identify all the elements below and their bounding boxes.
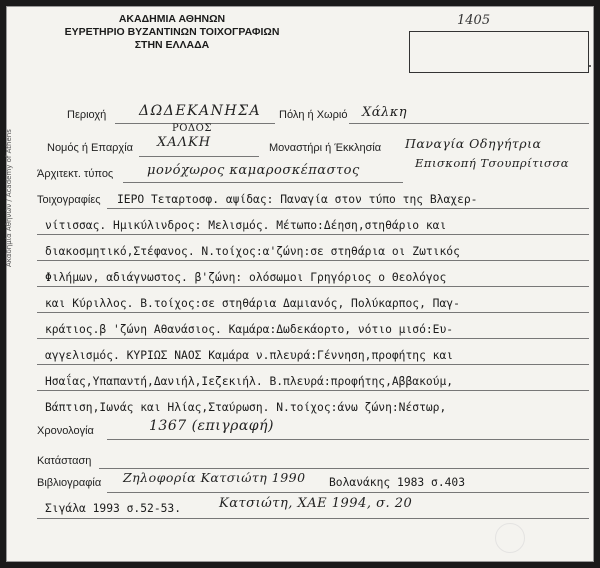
- chronology-label: Χρονολογία: [37, 425, 94, 437]
- bibliography-rule-2: [37, 518, 589, 519]
- arch-value: μονόχωρος καμαροσκέπαστος: [147, 163, 360, 178]
- bibliography-handwritten-1: Ζηλοφορία Κατσιώτη 1990: [123, 470, 306, 485]
- side-attribution: Ακαδημία Αθηνών / Academy of Athens: [5, 129, 13, 267]
- arch-label: Άρχιτεκτ. τύπος: [37, 168, 114, 180]
- frescoes-rule-5: [37, 312, 589, 313]
- frescoes-line-7: αγγελισμός. ΚΥΡΙΩΣ ΝΑΟΣ Καμάρα ν.πλευρά:Γέννηση,προφήτης και: [45, 349, 454, 362]
- monastery-value-line-1: Παναγία Οδηγήτρια: [405, 136, 542, 151]
- frescoes-line-1: ΙΕΡΟ Τεταρτοσφ. αψίδας: Παναγία στον τύπο της Βλαχερ-: [117, 193, 478, 206]
- frescoes-line-8: Ησαΐας,Υπαπαντή,Δανιήλ,Ιεζεκιήλ. Β.πλευρά:προφήτης,Αββακούμ,: [45, 375, 454, 388]
- header-line-1: ΑΚΑΔΗΜΙΑ ΑΘΗΝΩΝ: [118, 13, 226, 25]
- frescoes-line-4: Φιλήμων, αδιάγνωστος. β'ζώνη: ολόσωμοι Γρηγόριος ο Θεολόγος: [45, 271, 447, 284]
- index-card: [6, 6, 594, 562]
- frescoes-line-3: διακοσμητικό,Στέφανος. Ν.τοίχος:α'ζώνη:σε στηθάρια οι Ζωτικός: [45, 245, 460, 258]
- chronology-rule: [107, 439, 589, 440]
- monastery-value-line-2: Επισκοπή Τσουπρίτισσα: [415, 156, 569, 170]
- card-header: [47, 13, 297, 52]
- monastery-label: Μοναστήρι ή Έκκλησία: [269, 142, 382, 154]
- condition-label: Κατάσταση: [37, 455, 92, 467]
- frescoes-rule-6: [37, 338, 589, 339]
- bibliography-typed-2: Σιγάλα 1993 σ.52-53.: [45, 502, 182, 515]
- bibliography-handwritten-2: Κατσιώτη, ΧΑΕ 1994, σ. 20: [219, 496, 413, 511]
- arch-rule: [123, 182, 403, 183]
- frescoes-line-6: κράτιος.β 'ζώνη Αθανάσιος. Καμάρα:Δωδεκάορτο, νότιο μισό:Ευ-: [45, 323, 454, 336]
- prefecture-rule: [139, 156, 259, 157]
- punch-mark: [589, 65, 591, 67]
- frescoes-rule-7: [37, 364, 589, 365]
- frescoes-line-2: νίτισσας. Ημικύλινδρος: Μελισμός. Μέτωπο:Δέηση,στηθάριο και: [45, 219, 447, 232]
- card-number: 1405: [457, 13, 491, 28]
- bibliography-typed-1: Βολανάκης 1983 σ.403: [329, 476, 466, 489]
- region-value: ΔΩΔΕΚΑΝΗΣΑ: [139, 103, 262, 119]
- prefecture-value-top: ΡΟΔΟΣ: [172, 123, 212, 134]
- frescoes-rule-2: [37, 234, 589, 235]
- town-rule: [349, 123, 589, 124]
- town-value: Χάλκη: [362, 105, 408, 120]
- frescoes-line-9: Βάπτιση,Ιωνάς και Ηλίας,Σταύρωση. Ν.τοίχος:άνω ζώνη:Νέστωρ,: [45, 401, 447, 414]
- frescoes-rule-8: [37, 390, 589, 391]
- bibliography-label: Βιβλιογραφία: [37, 477, 102, 489]
- frescoes-label: Τοιχογραφίες: [37, 194, 101, 206]
- frescoes-rule-4: [37, 286, 589, 287]
- header-line-3: ΣΤΗΝ ΕΛΛΑΔΑ: [134, 39, 210, 51]
- frescoes-rule-1: [107, 208, 589, 209]
- frescoes-rule-3: [37, 260, 589, 261]
- bibliography-rule-1: [107, 492, 589, 493]
- watermark-stamp: [495, 523, 525, 553]
- prefecture-label: Νομός ή Επαρχία: [47, 142, 134, 154]
- frescoes-line-5: και Κύριλλος. Β.τοίχος:σε στηθάρια Δαμιανός, Πολύκαρπος, Παγ-: [45, 297, 460, 310]
- chronology-value: 1367 (επιγραφή): [149, 418, 274, 434]
- region-label: Περιοχή: [67, 109, 107, 121]
- header-line-2: ΕΥΡΕΤΗΡΙΟ ΒΥΖΑΝΤΙΝΩΝ ΤΟΙΧΟΓΡΑΦΙΩΝ: [64, 26, 280, 38]
- town-label: Πόλη ή Χωριό: [279, 109, 348, 121]
- reference-box: [409, 31, 589, 73]
- condition-rule: [99, 468, 589, 469]
- prefecture-value: ΧΑΛΚΗ: [157, 135, 212, 150]
